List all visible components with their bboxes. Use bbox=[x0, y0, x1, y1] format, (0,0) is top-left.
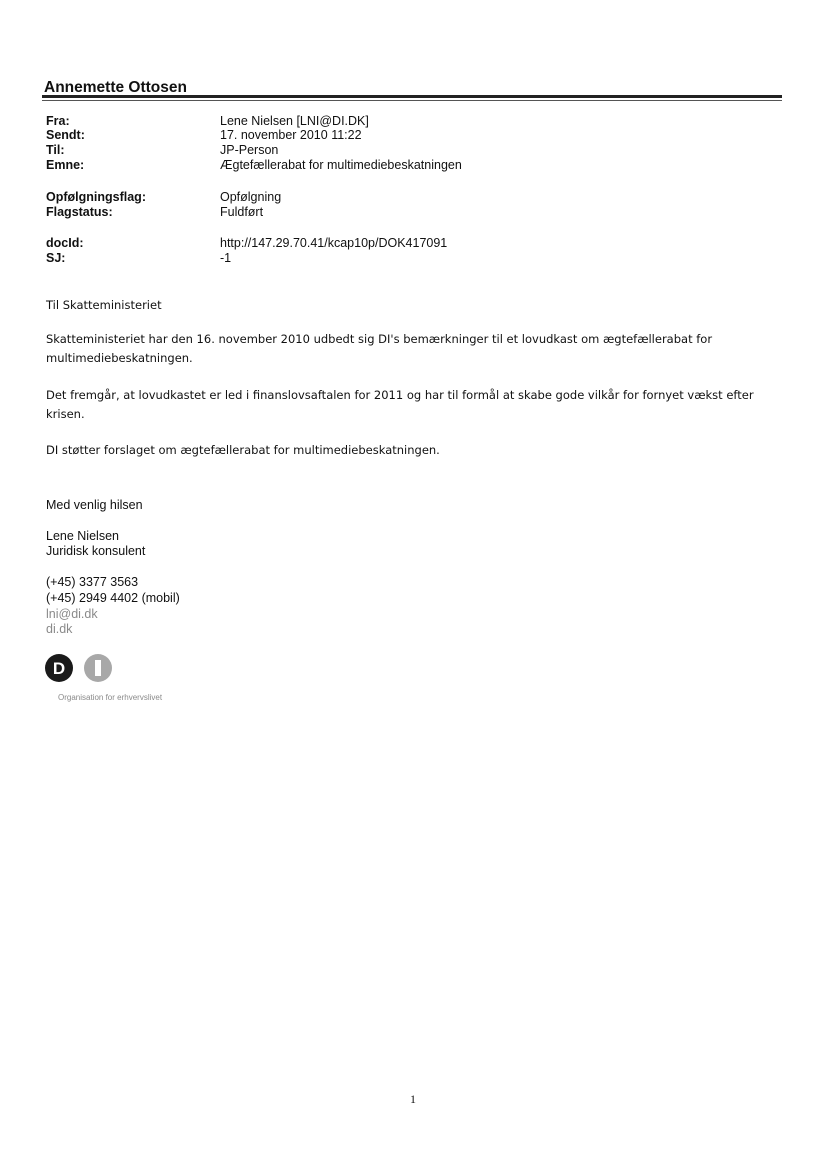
signer-name: Lene Nielsen bbox=[46, 529, 119, 543]
closing: Med venlig hilsen bbox=[46, 498, 143, 512]
di-logo-d-letter: D bbox=[52, 659, 66, 678]
flagstatus-value: Fuldført bbox=[220, 205, 264, 219]
from-value: Lene Nielsen [LNI@DI.DK] bbox=[220, 114, 369, 128]
paragraph-3: DI støtter forslaget om ægtefællerabat for multimediebeskatningen. bbox=[46, 443, 440, 457]
document-owner: Annemette Ottosen bbox=[44, 79, 187, 96]
header-rule-thin bbox=[42, 100, 782, 101]
mobile: (+45) 2949 4402 (mobil) bbox=[46, 591, 180, 605]
di-logo bbox=[42, 653, 222, 708]
sj-label: SJ: bbox=[46, 251, 66, 265]
docid-value: http://147.29.70.41/kcap10p/DOK417091 bbox=[220, 236, 448, 250]
di-logo-i-letter bbox=[95, 660, 101, 676]
from-label: Fra: bbox=[46, 114, 70, 128]
to-value: JP-Person bbox=[220, 143, 279, 157]
website-link[interactable]: di.dk bbox=[46, 622, 73, 636]
docid-label: docId: bbox=[46, 236, 84, 250]
paragraph-1: Skatteministeriet har den 16. november 2010 udbedt sig DI's bemærkninger til et lovudkast om ægtefællerabat for multimediebeskatningen. bbox=[46, 332, 713, 365]
paragraph-2: Det fremgår, at lovudkastet er led i finanslovsaftalen for 2011 og har til formål at skabe gode vilkår for fornyet vækst efter krisen. bbox=[46, 388, 754, 421]
flagstatus-label: Flagstatus: bbox=[46, 205, 113, 219]
signer-title: Juridisk konsulent bbox=[46, 544, 146, 558]
page-number: 1 bbox=[410, 1092, 416, 1106]
di-logo-tagline: Organisation for erhvervslivet bbox=[58, 693, 163, 702]
phone: (+45) 3377 3563 bbox=[46, 575, 139, 589]
sent-label: Sendt: bbox=[46, 128, 85, 142]
greeting: Til Skatteministeriet bbox=[46, 298, 162, 312]
to-label: Til: bbox=[46, 143, 65, 157]
sj-value: -1 bbox=[220, 251, 232, 265]
email-link[interactable]: lni@di.dk bbox=[46, 607, 98, 621]
subject-label: Emne: bbox=[46, 158, 85, 172]
sent-value: 17. november 2010 11:22 bbox=[220, 128, 362, 142]
followup-label: Opfølgningsflag: bbox=[46, 190, 146, 204]
subject-value: Ægtefællerabat for multimediebeskatningen bbox=[220, 158, 462, 172]
followup-value: Opfølgning bbox=[220, 190, 282, 204]
header-rule-thick bbox=[42, 95, 782, 98]
